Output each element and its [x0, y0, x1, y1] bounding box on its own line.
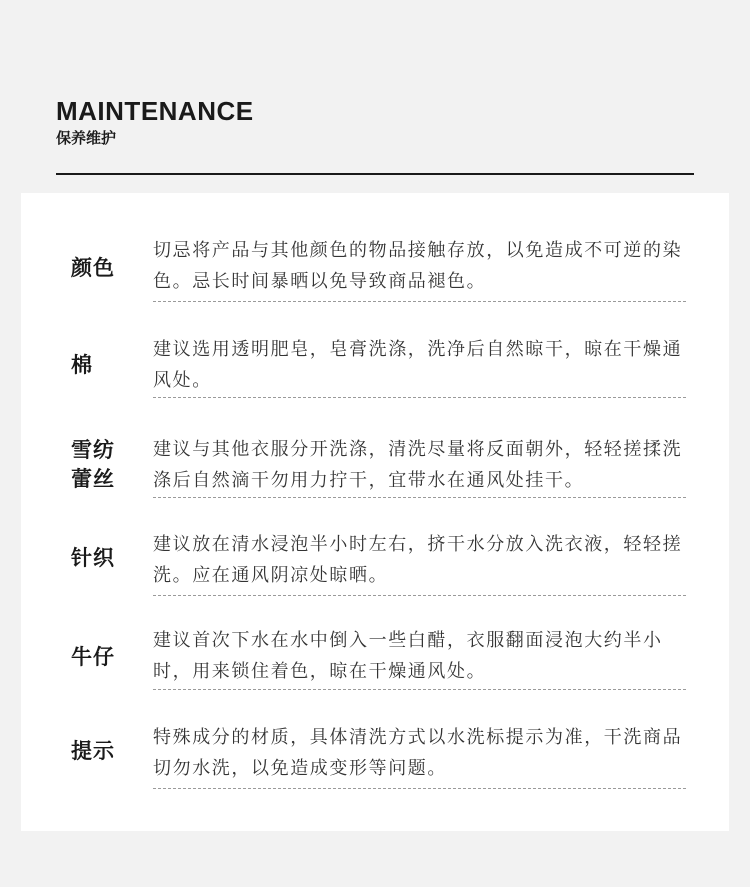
title-chinese: 保养维护 — [56, 129, 117, 147]
care-item-label: 牛仔 — [71, 645, 115, 669]
care-instructions-card — [21, 193, 729, 831]
dashed-divider — [153, 788, 686, 789]
care-item-label: 颜色 — [71, 256, 115, 280]
dashed-divider — [153, 689, 686, 690]
care-item-text: 建议与其他衣服分开洗涤，清洗尽量将反面朝外，轻轻搓揉洗涤后自然滴干勿用力拧干，宜带水在通风处挂干。 — [153, 439, 683, 491]
care-item-text: 特殊成分的材质，具体清洗方式以水洗标提示为准，干洗商品切勿水洗，以免造成变形等问题。 — [153, 727, 683, 779]
care-item-text: 建议选用透明肥皂，皂膏洗涤，洗净后自然晾干，晾在干燥通风处。 — [153, 339, 683, 391]
care-item-label: 针织 — [71, 546, 115, 570]
title-english: MAINTENANCE — [56, 96, 254, 126]
care-item-text: 建议放在清水浸泡半小时左右，挤干水分放入洗衣液，轻轻搓洗。应在通风阴凉处晾晒。 — [153, 534, 683, 586]
care-item-label: 提示 — [71, 739, 115, 763]
header-divider — [56, 173, 694, 175]
dashed-divider — [153, 497, 686, 498]
section-header — [56, 96, 694, 148]
care-item-label: 雪纺 蕾丝 — [71, 438, 115, 491]
dashed-divider — [153, 595, 686, 596]
care-item-text: 切忌将产品与其他颜色的物品接触存放，以免造成不可逆的染色。忌长时间暴晒以免导致商品褪色。 — [153, 240, 683, 292]
dashed-divider — [153, 301, 686, 302]
care-item-label: 棉 — [71, 353, 93, 377]
care-item-text: 建议首次下水在水中倒入一些白醋，衣服翻面浸泡大约半小时，用来锁住着色，晾在干燥通风处。 — [153, 630, 663, 682]
dashed-divider — [153, 397, 686, 398]
